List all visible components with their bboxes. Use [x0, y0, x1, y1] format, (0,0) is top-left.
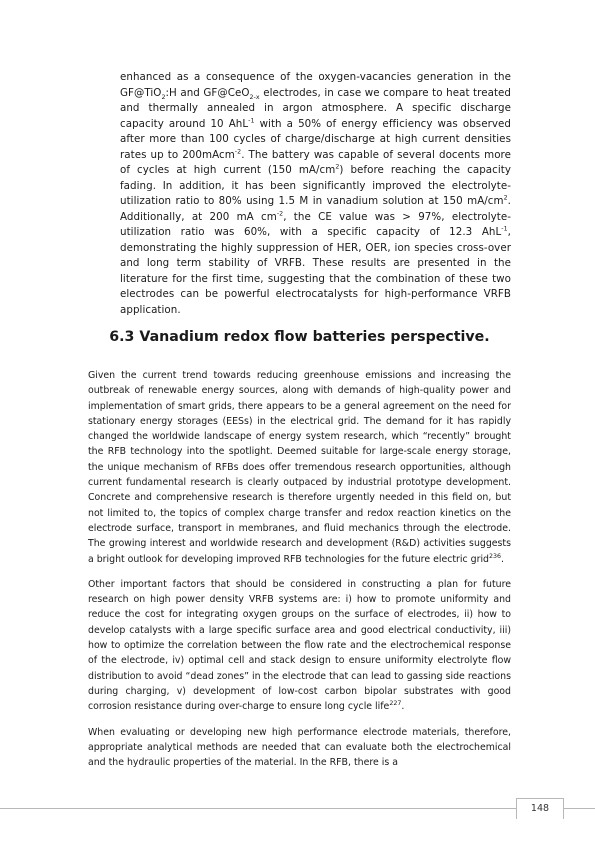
superscript: 2	[503, 194, 508, 202]
intro-text: . The battery was capable of several docents more of cycles at high current (150 mA/cm	[120, 148, 511, 176]
body-text	[88, 368, 511, 780]
intro-text: :H and GF@CeO	[165, 86, 250, 99]
paragraph-3: When evaluating or developing new high performance electrode materials, therefore, appropriate analytical methods are needed that can evaluate both the electrochemical and the hydraulic properties of the material. In the RFB, there is a	[88, 726, 511, 769]
paragraph-1	[88, 368, 511, 567]
paragraph-text: .	[501, 553, 505, 565]
intro-text: electrodes, in case we compare to heat treated and thermally annealed in argon atmosphere. A specific discharge capacity around 10 AhL	[120, 86, 512, 130]
footer-rule	[0, 808, 595, 809]
superscript: -1	[501, 225, 508, 233]
section-heading: 6.3 Vanadium redox flow batteries perspective.	[109, 329, 490, 345]
superscript: -2	[234, 148, 242, 156]
page-number: 148	[516, 798, 564, 819]
superscript: -2	[276, 210, 284, 218]
paragraph-text: Other important factors that should be considered in constructing a plan for future research on high power density VRFB systems are: i) how to promote uniformity and reduce the cost for integrating oxygen groups on the surface of electrodes, ii) how to develop catalysts with a large specific surface area and good electrical conductivity, iii) how to optimize the correlation between the flow rate and the electrochemical response of the electrode, iv) optimal cell and stack design to ensure uniformity electrolyte flow distribution to avoid “dead zones” in the electrode that can lead to gassing side reactions during charging, v) development of low-cost carbon bipolar substrates with good corrosion resistance during over-charge to ensure long cycle life	[88, 578, 511, 713]
intro-paragraph	[120, 70, 511, 318]
superscript: -1	[248, 117, 255, 125]
intro-text: with a 50% of energy efficiency was observed after more than 100 cycles of charge/discharge at high current densities rates up to 200mAcm	[120, 117, 511, 161]
paragraph-text: .	[401, 701, 405, 713]
citation-ref: 236	[489, 552, 502, 560]
subscript: 2	[161, 93, 166, 101]
citation-ref: 227	[389, 700, 402, 708]
subscript: 2-x	[249, 93, 260, 101]
paragraph-2	[88, 577, 511, 715]
intro-text: enhanced as a consequence of the oxygen-vacancies generation in the GF@TiO	[120, 71, 511, 99]
intro-text: . Additionally, at 200 mA cm	[120, 195, 511, 223]
superscript: 2	[335, 163, 340, 171]
intro-text: ) before reaching the capacity fading. In addition, it has been significantly improved the electrolyte-utilization ratio to 80% using 1.5 M in vanadium solution at 150 mA/cm	[120, 164, 511, 207]
intro-text: , the CE value was > 97%, electrolyte-utilization ratio was 60%, with a specific capacity of 12.3 AhL	[120, 210, 512, 238]
intro-text: , demonstrating the highly suppression of HER, OER, ion species cross-over and long term stability of VRFB. These results are presented in the literature for the first time, suggesting that the combination of these two electrodes can be powerful electrocatalysts for high-performance VRFB application.	[120, 226, 511, 316]
paragraph-text: Given the current trend towards reducing greenhouse emissions and increasing the outbreak of renewable energy sources, along with demands of high-quality power and implementation of smart grids, there appears to be a general agreement on the need for stationary energy storages (EESs) in the electrical grid. The demand for it has rapidly changed the worldwide landscape of energy system research, which “recently” brought the RFB technology into the spotlight. Deemed suitable for large-scale energy storage, the unique mechanism of RFBs does offer tremendous research opportunities, although current fundamental research is clearly outpaced by industrial prototype development. Concrete and comprehensive research is therefore urgently needed in this field on, but not limited to, the topics of complex charge transfer and redox reaction kinetics on the electrode surface, transport in membranes, and fluid mechanics through the electrode. The growing interest and worldwide research and development (R&D) activities suggests a bright outlook for developing improved RFB technologies for the future electric grid	[88, 370, 511, 565]
